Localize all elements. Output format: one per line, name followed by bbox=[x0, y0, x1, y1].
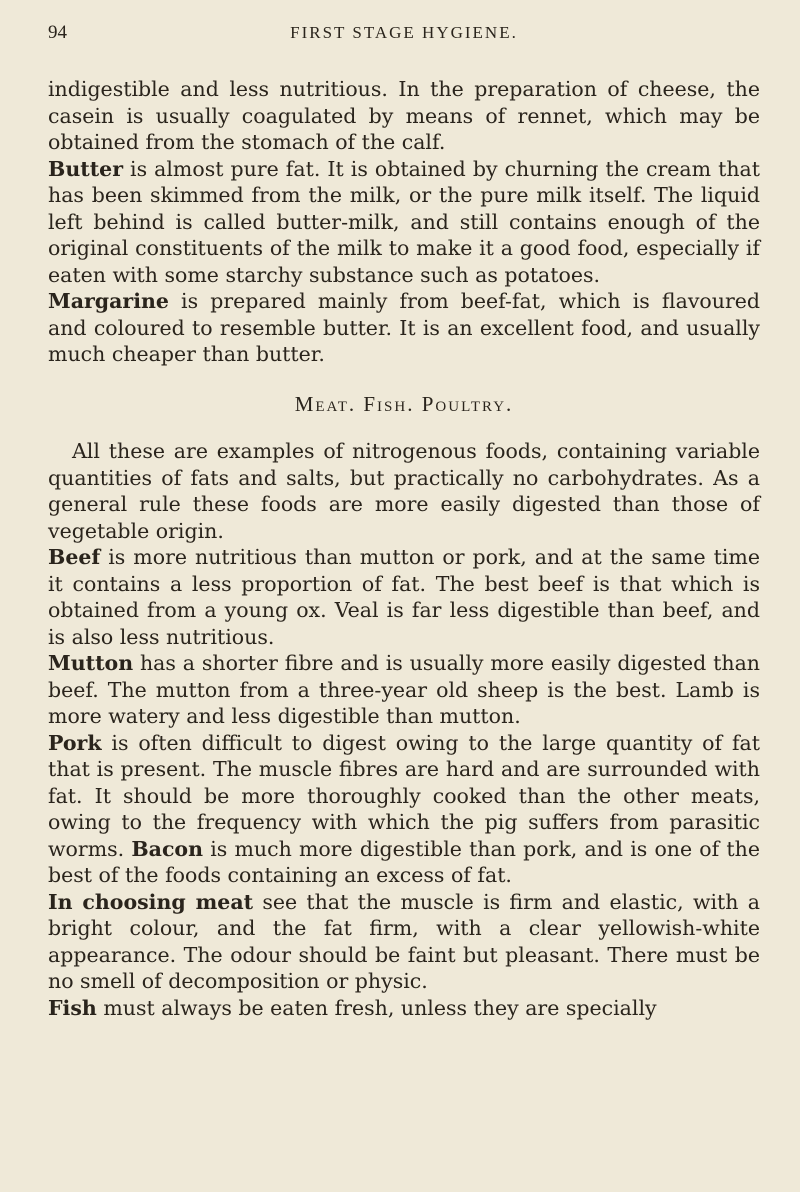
body-text bbox=[48, 76, 760, 1021]
paragraph-choosing-meat bbox=[48, 889, 760, 995]
term-margarine: Margarine bbox=[48, 289, 169, 313]
paragraph-beef bbox=[48, 544, 760, 650]
paragraph-text: see that the muscle is firm and elastic, with a bright colour, and the fat firm, with a clear yellowish-white appearance. The odour should be faint but pleasant. There must be no smell of decomposition or physic. bbox=[48, 889, 761, 993]
paragraph-text: is almost pure fat. It is obtained by churning the cream that has been skimmed from the milk, or the pure milk itself. The liquid left behind is called butter-milk, and still contains enough of the original constituents of the milk to make it a good food, especially if eaten with some starchy substance such as potatoes. bbox=[48, 156, 760, 287]
running-head bbox=[48, 16, 760, 46]
paragraph-pork bbox=[48, 730, 760, 889]
paragraph-text: must always be eaten fresh, unless they are specially bbox=[96, 995, 657, 1020]
term-pork: Pork bbox=[48, 730, 102, 755]
paragraph-text: is more nutritious than mutton or pork, and at the same time it contains a less proportion of fat. The best beef is that which is obtained from a young ox. Veal is far less digestible than beef, and is also less nutritious. bbox=[48, 545, 760, 649]
section-heading: Meat. Fish. Poultry. bbox=[294, 391, 514, 416]
paragraph-intro bbox=[48, 438, 760, 544]
term-butter: Butter bbox=[48, 156, 124, 181]
paragraph-text: has a shorter fibre and is usually more easily digested than beef. The mutton from a three-year old sheep is the best. Lamb is more watery and less digestible than mutton. bbox=[48, 651, 760, 728]
paragraph-butter bbox=[48, 156, 760, 289]
paragraph-text: is prepared mainly from beef-fat, which is flavoured and coloured to resemble butter. It is an excellent food, and usually much cheaper than butter. bbox=[48, 289, 760, 366]
paragraph-margarine bbox=[48, 288, 760, 368]
term-fish: Fish bbox=[48, 995, 97, 1020]
term-bacon: Bacon bbox=[131, 836, 204, 861]
paragraph-text: indigestible and less nutritious. In the preparation of cheese, the casein is usually coagulated by means of rennet, which may be obtained from the stomach of the calf. bbox=[48, 77, 760, 154]
paragraph-text: All these are examples of nitrogenous foods, containing variable quantities of fats and salts, but practically no carbohydrates. As a general rule these foods are more easily digested than those of vegetable origin. bbox=[48, 439, 760, 543]
paragraph-text: is often difficult to digest owing to the large quantity of fat that is present. The muscle fibres are hard and are surrounded with fat. It should be more thoroughly cooked than the other meats, owing to the frequency with which the pig suffers from parasitic worms. bbox=[48, 730, 760, 861]
running-title: FIRST STAGE HYGIENE. bbox=[290, 23, 518, 42]
paragraph-cheese-continuation bbox=[48, 76, 760, 156]
page-number: 94 bbox=[48, 22, 67, 43]
term-choosing-meat: In choosing meat bbox=[48, 889, 254, 914]
term-beef: Beef bbox=[48, 545, 101, 569]
paragraph-text: is much more digestible than pork, and is one of the best of the foods containing an excess of fat. bbox=[48, 836, 760, 887]
term-mutton: Mutton bbox=[48, 651, 134, 675]
paragraph-mutton bbox=[48, 650, 760, 730]
paragraph-fish bbox=[48, 995, 760, 1022]
